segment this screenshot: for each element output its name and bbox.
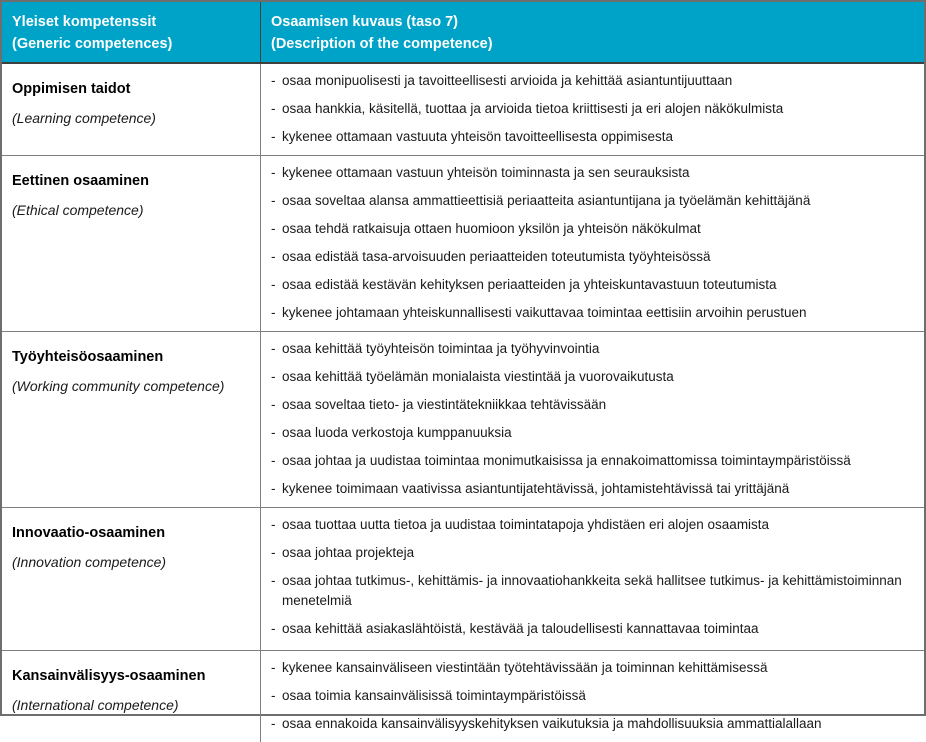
competence-description-cell — [261, 508, 924, 650]
description-bullet — [271, 395, 912, 415]
bullet-text: kykenee johtamaan yhteiskunnallisesti vaikuttavaa toimintaa eettisiin arvoihin perustuen — [282, 305, 807, 320]
bullet-text: osaa johtaa ja uudistaa toimintaa monimutkaisissa ja ennakoimattomissa toimintaympäristöissä — [282, 453, 851, 468]
bullet-dash-marker: - — [271, 621, 276, 636]
bullet-dash-marker: - — [271, 249, 276, 264]
competence-title-fi: Kansainvälisyys-osaaminen — [12, 668, 206, 684]
bullet-text: osaa edistää kestävän kehityksen periaatteiden ja yhteiskuntavastuun toteutumista — [282, 277, 777, 292]
header-left-line2: (Generic competences) — [12, 36, 173, 52]
description-bullet — [271, 275, 912, 295]
competence-description-cell — [261, 64, 924, 155]
table-row — [2, 507, 924, 650]
description-bullet — [271, 219, 912, 239]
bullet-text: osaa edistää tasa-arvoisuuden periaatteiden toteutumista työyhteisössä — [282, 249, 711, 264]
competence-name-cell — [2, 332, 261, 507]
bullet-text: kykenee ottamaan vastuun yhteisön toiminnasta ja sen seurauksista — [282, 165, 690, 180]
table-row — [2, 64, 924, 155]
competence-title-en: (Learning competence) — [12, 110, 156, 126]
competence-description-cell — [261, 156, 924, 331]
description-bullet — [271, 543, 912, 563]
description-bullet — [271, 247, 912, 267]
header-right-line1: Osaamisen kuvaus (taso 7) — [271, 14, 458, 30]
competence-name-cell — [2, 651, 261, 742]
header-left-line1: Yleiset kompetenssit — [12, 14, 157, 30]
bullet-text: osaa soveltaa alansa ammattieettisiä periaatteita asiantuntijana ja työelämän kehittäjänä — [282, 193, 811, 208]
competence-title-en: (Working community competence) — [12, 378, 225, 394]
description-bullet — [271, 163, 912, 183]
bullet-dash-marker: - — [271, 193, 276, 208]
description-bullet — [271, 479, 912, 499]
description-bullet — [271, 423, 912, 443]
bullet-dash-marker: - — [271, 369, 276, 384]
competence-name-cell — [2, 508, 261, 650]
table-row — [2, 650, 924, 742]
description-bullet — [271, 515, 912, 535]
table-header-row — [2, 2, 924, 64]
table-body — [2, 64, 924, 742]
bullet-dash-marker: - — [271, 165, 276, 180]
header-cell-competence-description — [261, 2, 924, 62]
bullet-dash-marker: - — [271, 73, 276, 88]
bullet-dash-marker: - — [271, 481, 276, 496]
table-row — [2, 155, 924, 331]
bullet-dash-marker: - — [271, 517, 276, 532]
bullet-dash-marker: - — [271, 660, 276, 675]
bullet-dash-marker: - — [271, 221, 276, 236]
table-row — [2, 331, 924, 507]
bullet-text: osaa luoda verkostoja kumppanuuksia — [282, 425, 512, 440]
bullet-dash-marker: - — [271, 425, 276, 440]
competence-name-cell — [2, 64, 261, 155]
bullet-dash-marker: - — [271, 277, 276, 292]
bullet-text: osaa johtaa projekteja — [282, 545, 415, 560]
bullet-dash-marker: - — [271, 545, 276, 560]
bullet-dash-marker: - — [271, 688, 276, 703]
description-bullet — [271, 571, 912, 611]
bullet-text: osaa kehittää asiakaslähtöistä, kestävää ja taloudellisesti kannattavaa toimintaa — [282, 621, 759, 636]
description-bullet — [271, 658, 912, 678]
bullet-text: osaa monipuolisesti ja tavoitteellisesti arvioida ja kehittää asiantuntijuuttaan — [282, 73, 733, 88]
bullet-dash-marker: - — [271, 101, 276, 116]
description-bullet — [271, 99, 912, 119]
bullet-dash-marker: - — [271, 573, 276, 588]
description-bullet — [271, 714, 912, 734]
competence-title-en: (Ethical competence) — [12, 202, 144, 218]
bullet-dash-marker: - — [271, 305, 276, 320]
bullet-text: osaa kehittää työyhteisön toimintaa ja työhyvinvointia — [282, 341, 600, 356]
bullet-dash-marker: - — [271, 341, 276, 356]
bullet-text: osaa tehdä ratkaisuja ottaen huomioon yksilön ja yhteisön näkökulmat — [282, 221, 701, 236]
bullet-text: osaa johtaa tutkimus-, kehittämis- ja innovaatiohankkeita sekä hallitsee tutkimus- ja kehittämistoiminnan menetelmiä — [282, 573, 902, 608]
competence-title-fi: Työyhteisöosaaminen — [12, 349, 164, 365]
bullet-dash-marker: - — [271, 716, 276, 731]
bullet-text: osaa soveltaa tieto- ja viestintätekniikkaa tehtävissään — [282, 397, 607, 412]
bullet-text: osaa hankkia, käsitellä, tuottaa ja arvioida tietoa kriittisesti ja eri alojen näkökulmista — [282, 101, 784, 116]
competence-description-cell — [261, 651, 924, 742]
competence-title-en: (International competence) — [12, 697, 179, 713]
description-bullet — [271, 619, 912, 639]
description-bullet — [271, 339, 912, 359]
description-bullet — [271, 367, 912, 387]
bullet-text: kykenee toimimaan vaativissa asiantuntijatehtävissä, johtamistehtävissä tai yrittäjänä — [282, 481, 790, 496]
competence-title-fi: Eettinen osaaminen — [12, 173, 149, 189]
competence-name-cell — [2, 156, 261, 331]
bullet-text: osaa ennakoida kansainvälisyyskehityksen vaikutuksia ja mahdollisuuksia ammattialallaan — [282, 716, 822, 731]
competence-title-fi: Innovaatio-osaaminen — [12, 525, 166, 541]
description-bullet — [271, 71, 912, 91]
bullet-dash-marker: - — [271, 129, 276, 144]
bullet-text: kykenee kansainväliseen viestintään työtehtävissään ja toiminnan kehittämisessä — [282, 660, 768, 675]
bullet-text: osaa kehittää työelämän monialaista viestintää ja vuorovaikutusta — [282, 369, 674, 384]
bullet-text: kykenee ottamaan vastuuta yhteisön tavoitteellisesta oppimisesta — [282, 129, 673, 144]
header-right-line2: (Description of the competence) — [271, 36, 493, 52]
bullet-text: osaa toimia kansainvälisissä toimintaympäristöissä — [282, 688, 586, 703]
competence-title-fi: Oppimisen taidot — [12, 81, 131, 97]
bullet-dash-marker: - — [271, 397, 276, 412]
competence-description-cell — [261, 332, 924, 507]
description-bullet — [271, 191, 912, 211]
competence-title-en: (Innovation competence) — [12, 554, 167, 570]
description-bullet — [271, 127, 912, 147]
description-bullet — [271, 451, 912, 471]
description-bullet — [271, 686, 912, 706]
bullet-text: osaa tuottaa uutta tietoa ja uudistaa toimintatapoja yhdistäen eri alojen osaamista — [282, 517, 770, 532]
bullet-dash-marker: - — [271, 453, 276, 468]
description-bullet — [271, 303, 912, 323]
header-cell-generic-competences — [2, 2, 261, 62]
